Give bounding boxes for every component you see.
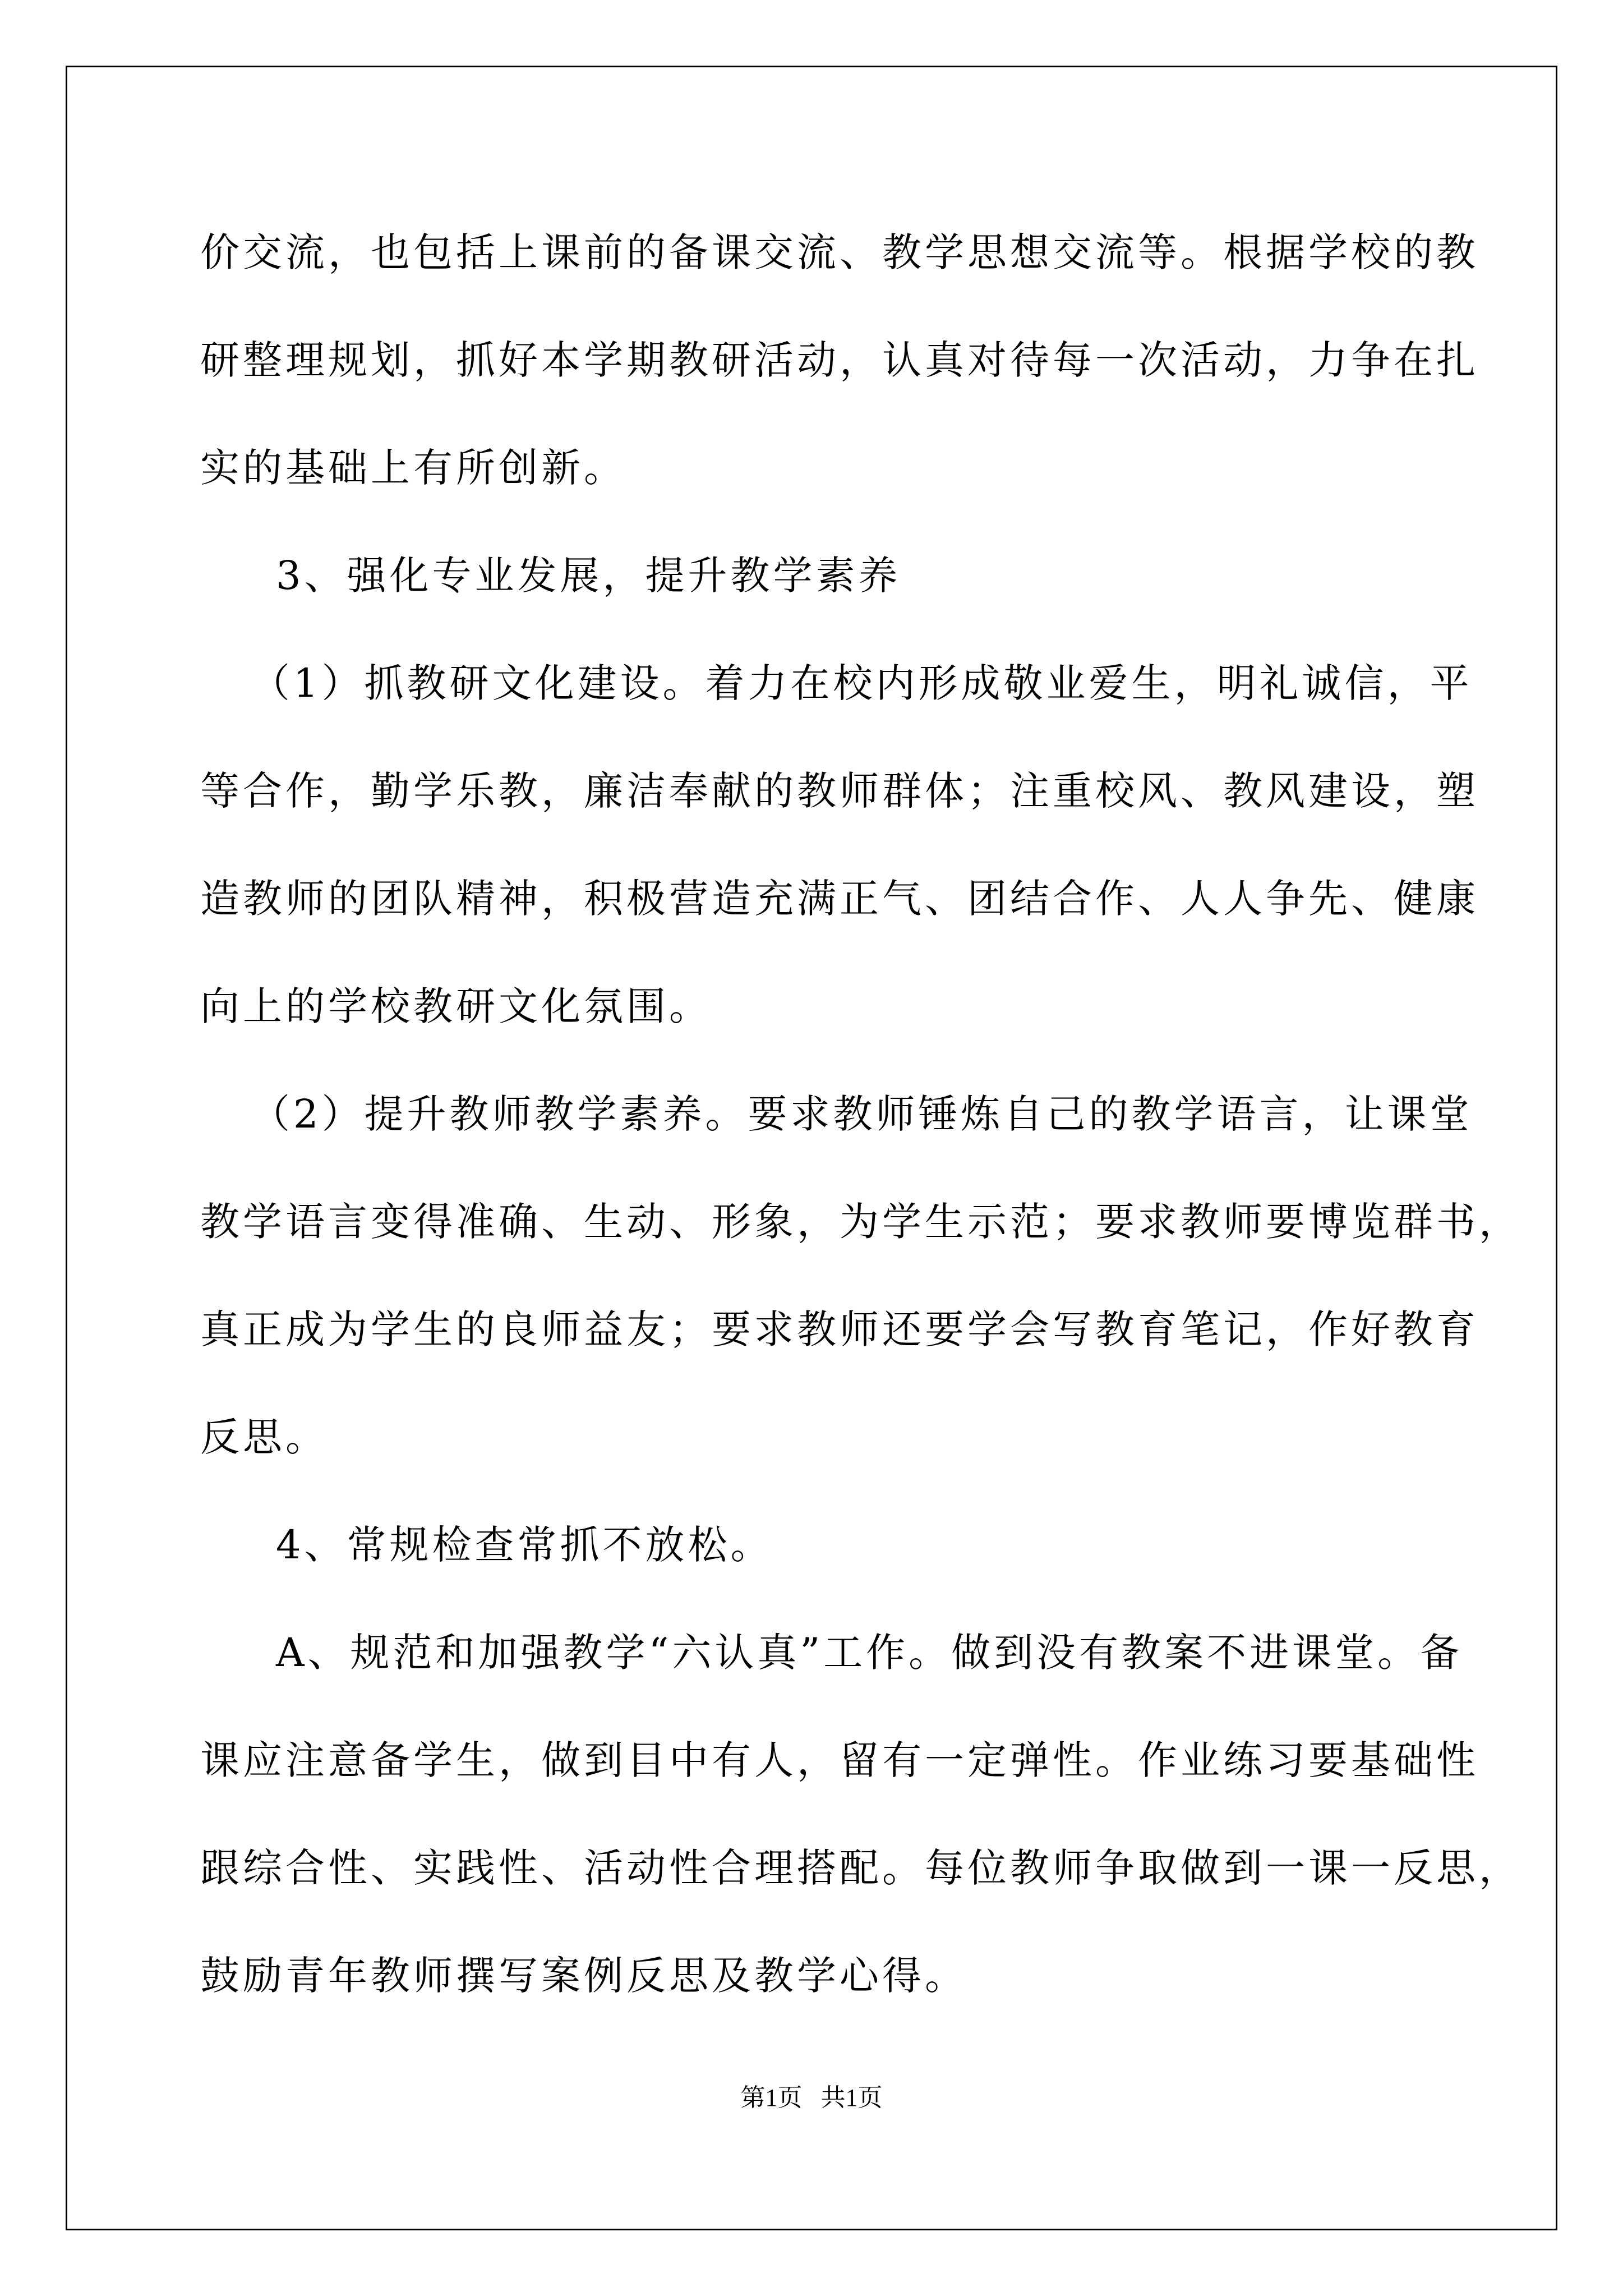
text-line: （2）提升教师教学素养。要求教师锤炼自己的教学语言，让课堂 [251,1091,1473,1137]
text-line: 课应注意备学生，做到目中有人，留有一定弹性。作业练习要基础性 [200,1737,1479,1783]
text-line: 跟综合性、实践性、活动性合理搭配。每位教师争取做到一课一反思， [200,1845,1521,1891]
text-line: 向上的学校教研文化氛围。 [200,983,712,1029]
page-border [66,66,1557,2230]
text-line: （1）抓教研文化建设。着力在校内形成敬业爱生，明礼诚信，平 [251,660,1473,706]
text-line: 反思。 [200,1414,328,1460]
text-line: 实的基础上有所创新。 [200,445,626,491]
page-footer: 第1页 共1页 [740,2084,883,2111]
text-line: 等合作，勤学乐教，廉洁奉献的教师群体；注重校风、教风建设，塑 [200,768,1479,814]
text-line: 教学语言变得准确、生动、形象，为学生示范；要求教师要博览群书， [200,1199,1521,1245]
text-line: 研整理规划，抓好本学期教研活动，认真对待每一次活动，力争在扎 [200,337,1479,383]
text-line: 价交流，也包括上课前的备课交流、教学思想交流等。根据学校的教 [200,229,1479,275]
section-heading: 4、常规检查常抓不放松。 [276,1522,773,1568]
text-line: A、规范和加强教学“六认真”工作。做到没有教案不进课堂。备 [276,1630,1463,1676]
text-line: 真正成为学生的良师益友；要求教师还要学会写教育笔记，作好教育 [200,1306,1479,1352]
text-line: 造教师的团队精神，积极营造充满正气、团结合作、人人争先、健康 [200,876,1479,922]
text-line: 鼓励青年教师撰写案例反思及教学心得。 [200,1953,967,1999]
section-heading: 3、强化专业发展，提升教学素养 [276,553,901,599]
